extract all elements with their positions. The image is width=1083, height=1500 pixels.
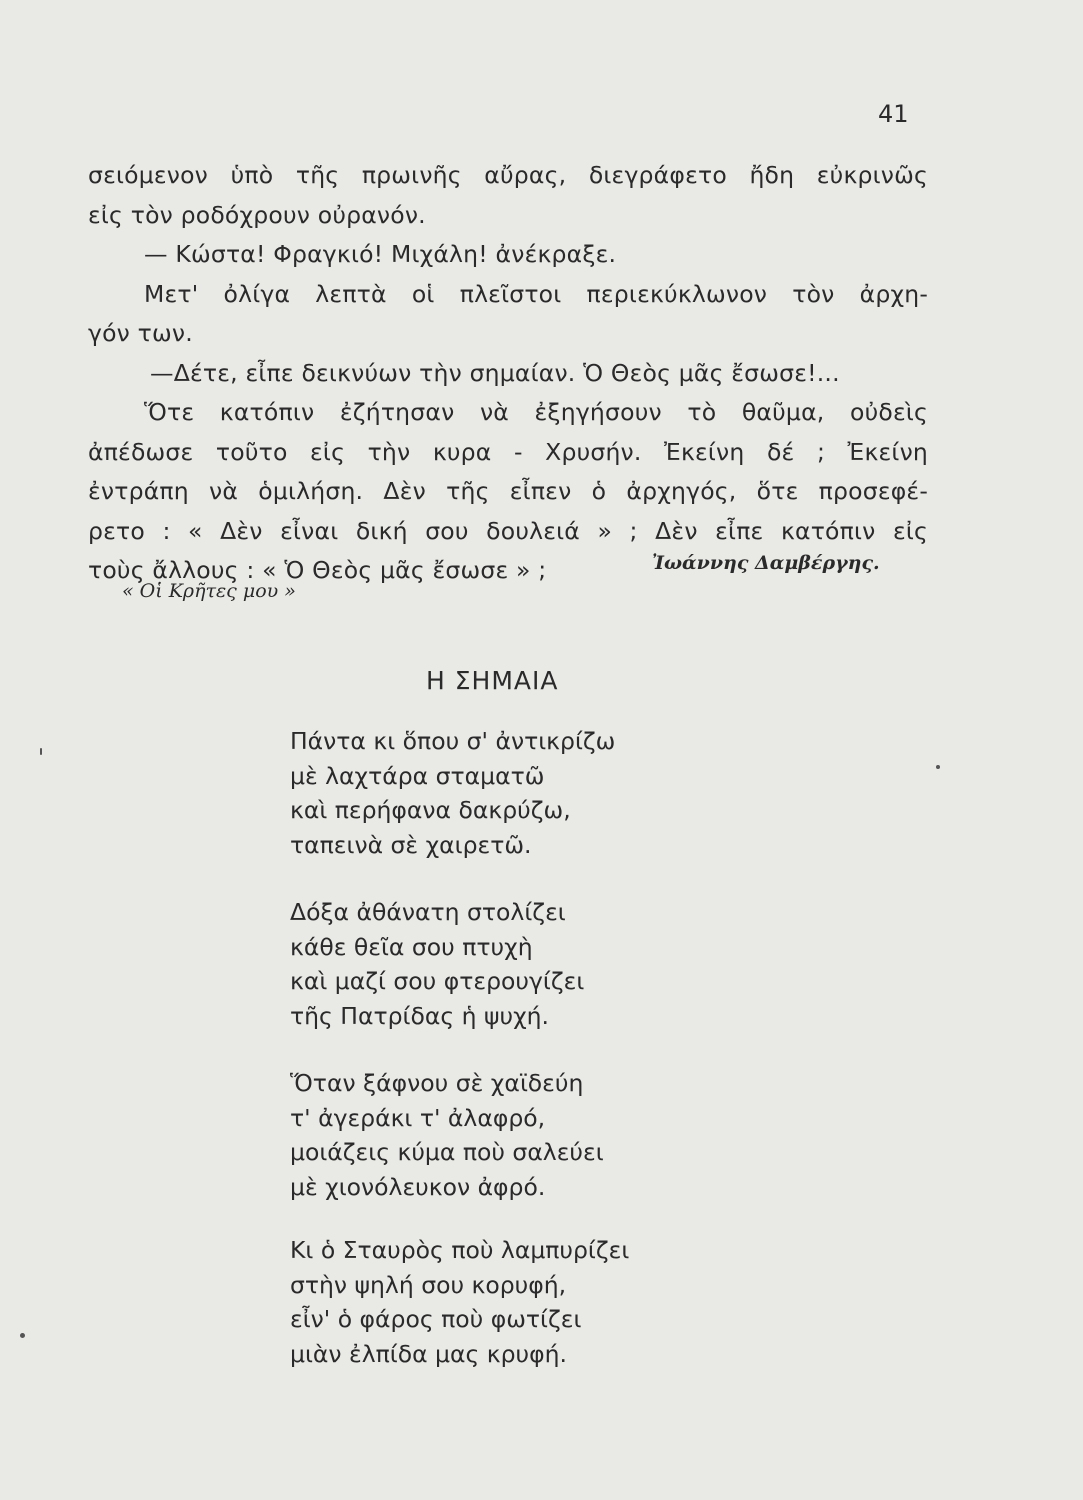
prose-block (88, 156, 928, 591)
print-speck (20, 1333, 25, 1338)
poem-stanza (290, 895, 584, 1033)
poem-verse: Κι ὁ Σταυρὸς ποὺ λαμπυρίζει (290, 1236, 630, 1264)
poem-stanza (290, 1233, 629, 1371)
poem-verse: μοιάζεις κύμα ποὺ σαλεύει (290, 1138, 604, 1166)
poem-verse: μὲ λαχτάρα σταματῶ (290, 761, 545, 790)
poem-verse: Ὅταν ξάφνου σὲ χαϊδεύη (290, 1069, 584, 1097)
poem-verse: κάθε θεῖα σου πτυχὴ (290, 932, 533, 961)
poem-verse: τῆς Πατρίδας ἡ ψυχή. (290, 1001, 550, 1030)
print-speck (40, 748, 42, 755)
poem-stanza (290, 1066, 604, 1204)
prose-line: γόν των. (88, 319, 193, 347)
prose-line: Ὅτε κατόπιν ἐζήτησαν νὰ ἐξηγήσουν τὸ θαῦμα, οὐδεὶς (144, 398, 928, 426)
poem-verse: μιὰν ἐλπίδα μας κρυφή. (290, 1339, 567, 1368)
poem-verse: Πάντα κι ὅπου σ' ἀντικρίζω (290, 727, 616, 755)
prose-line: Μετ' ὀλίγα λεπτὰ οἱ πλεῖστοι περιεκύκλωνον τὸν ἀρχη- (144, 279, 928, 308)
prose-line: σειόμενον ὑπὸ τῆς πρωινῆς αὔρας, διεγράφετο ἤδη εὐκρινῶς (88, 161, 928, 189)
poem-verse: καὶ μαζί σου φτερουγίζει (290, 967, 585, 995)
print-speck (936, 765, 940, 769)
poem-verse: εἶν' ὁ φάρος ποὺ φωτίζει (290, 1305, 582, 1333)
prose-line: τοὺς ἄλλους : « Ὁ Θεὸς μᾶς ἔσωσε » ; (88, 556, 547, 584)
poem-verse: καὶ περήφανα δακρύζω, (290, 796, 571, 824)
prose-line: —Δέτε, εἶπε δεικνύων τὴν σημαίαν. Ὁ Θεὸς μᾶς ἔσωσε!... (150, 358, 840, 387)
prose-line: εἰς τὸν ροδόχρουν οὐρανόν. (88, 200, 426, 229)
source-citation: « Οἱ Κρῆτες μου » (122, 580, 296, 602)
poem-verse: στὴν ψηλή σου κορυφή, (290, 1270, 567, 1299)
prose-line: ἀπέδωσε τοῦτο εἰς τὴν κυρα - Χρυσήν. Ἐκείνη δέ ; Ἐκείνη (88, 437, 928, 466)
poem-verse: Δόξα ἀθάνατη στολίζει (290, 898, 566, 926)
poem-stanza (290, 724, 615, 862)
author-signature: Ἰωάννης Δαμβέργης. (652, 552, 880, 574)
poem-verse: ταπεινὰ σὲ χαιρετῶ. (290, 830, 532, 859)
prose-line: ρετο : « Δὲν εἶναι δική σου δουλειά » ; Δὲν εἶπε κατόπιν εἰς (88, 516, 928, 545)
prose-line: ἐντράπη νὰ ὁμιλήση. Δὲν τῆς εἶπεν ὁ ἀρχηγός, ὅτε προσεφέ- (88, 477, 928, 505)
poem-verse: μὲ χιονόλευκον ἀφρό. (290, 1172, 546, 1201)
poem-title: Η ΣΗΜΑΙΑ (426, 666, 559, 695)
prose-line: — Κώστα! Φραγκιό! Μιχάλη! ἀνέκραξε. (144, 240, 617, 268)
page-number: 41 (878, 100, 909, 128)
poem-verse: τ' ἀγεράκι τ' ἀλαφρό, (290, 1103, 546, 1132)
